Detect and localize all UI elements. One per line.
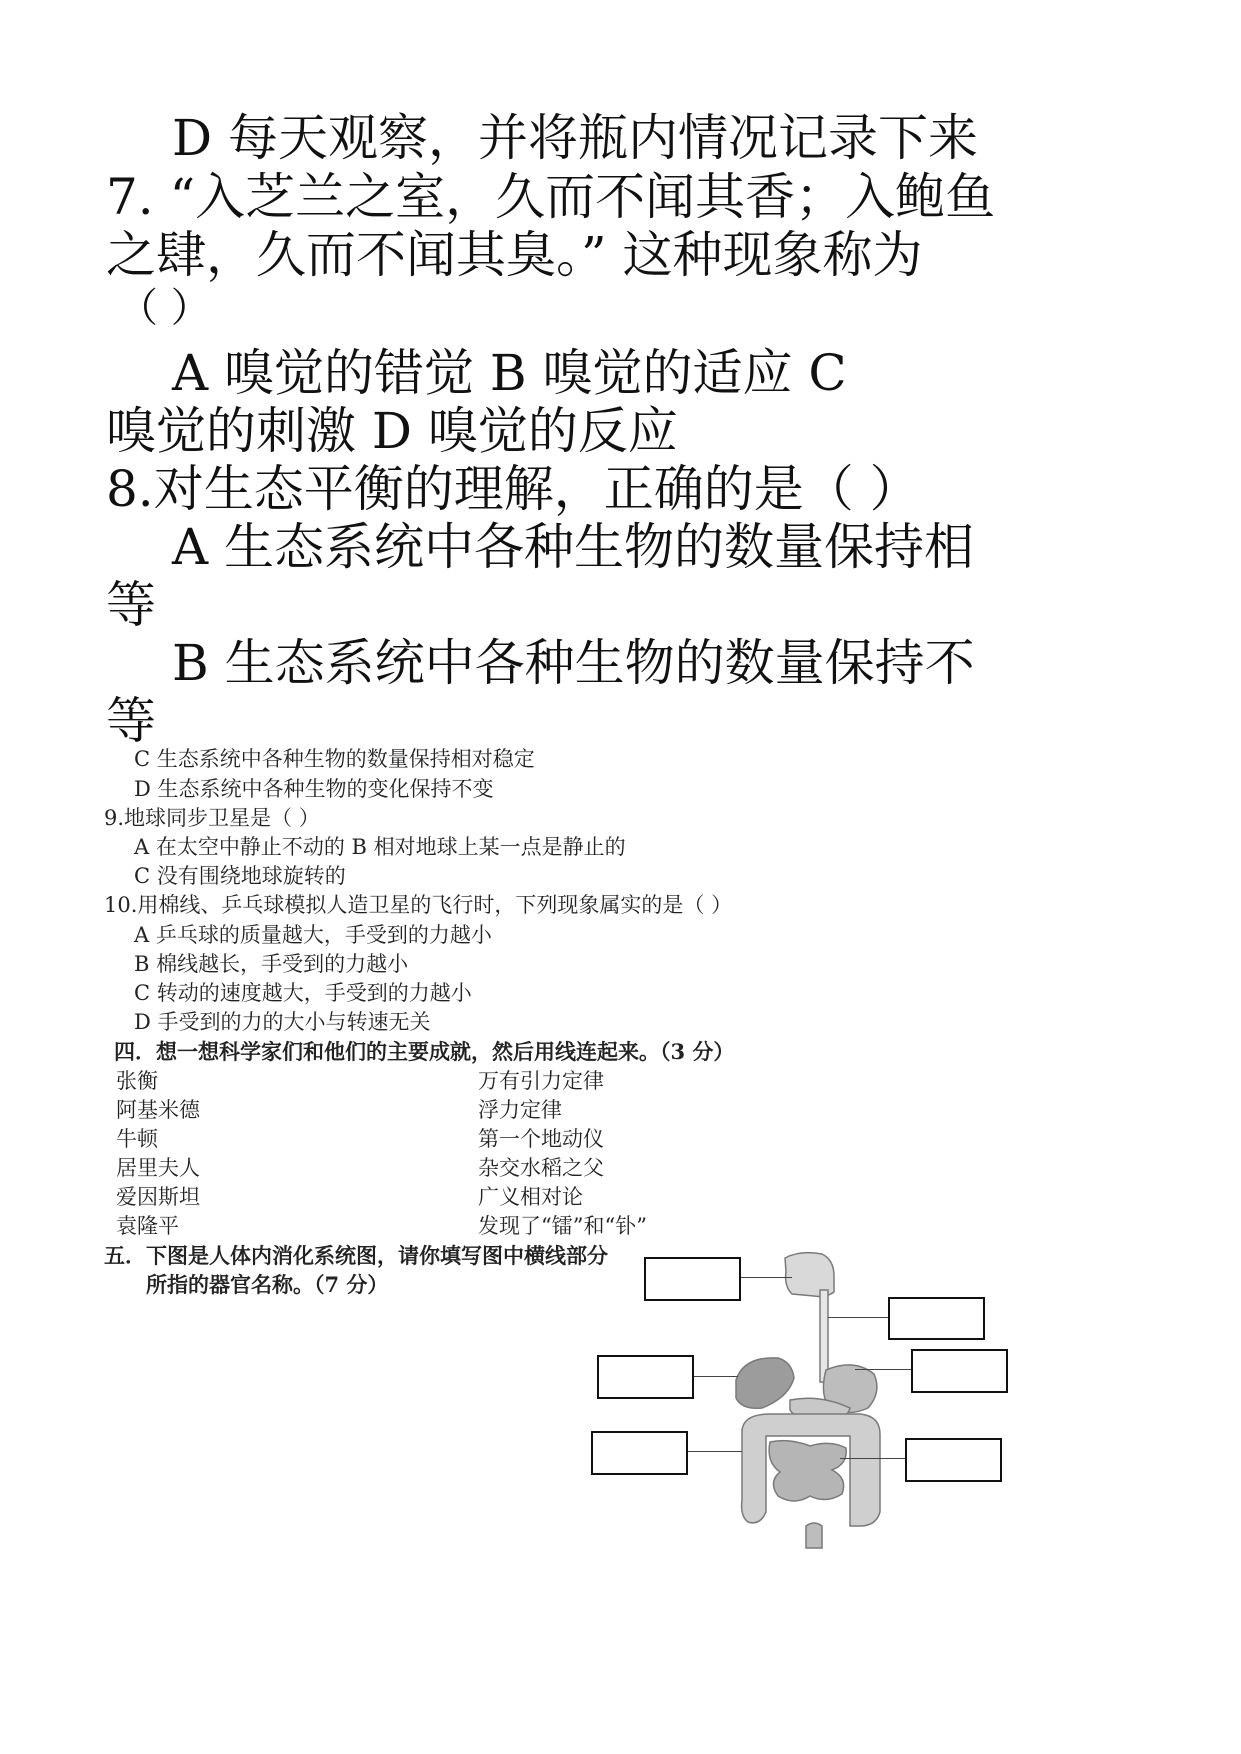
section-5-title-line1: 五．下图是人体内消化系统图，请你填写图中横线部分 — [104, 1243, 608, 1268]
question-7-options-line2: 嗅觉的刺激 D 嗅觉的反应 — [106, 402, 678, 460]
question-8-option-a: A 生态系统中各种生物的数量保持相 — [172, 518, 975, 576]
question-8-option-b: B 生态系统中各种生物的数量保持不 — [172, 634, 975, 692]
answer-box-mouth[interactable] — [644, 1257, 741, 1301]
achievement-radium-polonium: 发现了“镭”和“钋” — [478, 1214, 647, 1238]
digestive-system-diagram — [730, 1250, 900, 1550]
answer-box-small-intestine[interactable] — [591, 1431, 688, 1475]
leader-large-intestine — [840, 1458, 906, 1459]
achievement-seismoscope: 第一个地动仪 — [478, 1127, 604, 1151]
scientist-archimedes: 阿基米德 — [116, 1098, 200, 1122]
section-5-title-line2: 所指的器官名称。（7 分） — [146, 1272, 389, 1297]
section-4-title: 四．想一想科学家们和他们的主要成就，然后用线连起来。（3 分） — [114, 1039, 735, 1064]
question-8-option-c: C 生态系统中各种生物的数量保持相对稳定 — [134, 747, 535, 771]
answer-box-large-intestine[interactable] — [905, 1438, 1002, 1482]
question-7-answer-blank: （ ） — [118, 285, 211, 331]
question-10-option-a: A 乒乓球的质量越大，手受到的力越小 — [134, 923, 492, 947]
scientist-curie: 居里夫人 — [116, 1156, 200, 1180]
question-10-option-d: D 手受到的力的大小与转速无关 — [134, 1010, 431, 1034]
question-7-line1: 7. “入芝兰之室，久而不闻其香；入鲍鱼 — [106, 168, 996, 226]
question-9-stem: 9.地球同步卫星是（ ） — [104, 806, 320, 830]
question-8-stem: 8.对生态平衡的理解，正确的是（ ） — [106, 460, 920, 518]
scientist-einstein: 爱因斯坦 — [116, 1185, 200, 1209]
question-9-option-c: C 没有围绕地球旋转的 — [134, 864, 346, 888]
answer-box-esophagus[interactable] — [888, 1297, 985, 1340]
achievement-buoyancy: 浮力定律 — [478, 1098, 562, 1122]
scientist-yuan-longping: 袁隆平 — [116, 1214, 179, 1238]
option-6d: D 每天观察，并将瓶内情况记录下来 — [172, 109, 978, 167]
question-7-line2: 之肆，久而不闻其臭。” 这种现象称为 — [106, 226, 923, 284]
question-10-option-b: B 棉线越长，手受到的力越小 — [134, 952, 409, 976]
question-10-stem: 10.用棉线、乒乓球模拟人造卫星的飞行时，下列现象属实的是（ ） — [104, 893, 733, 917]
achievement-gravitation: 万有引力定律 — [478, 1069, 604, 1093]
question-10-option-c: C 转动的速度越大，手受到的力越小 — [134, 981, 472, 1005]
question-9-options-ab: A 在太空中静止不动的 B 相对地球上某一点是静止的 — [134, 835, 626, 859]
question-8-option-b-cont: 等 — [106, 692, 156, 750]
answer-box-liver[interactable] — [597, 1355, 694, 1399]
achievement-hybrid-rice: 杂交水稻之父 — [478, 1156, 604, 1180]
question-8-option-a-cont: 等 — [106, 576, 156, 634]
leader-liver — [692, 1376, 738, 1377]
leader-small-intestine — [686, 1451, 742, 1452]
achievement-relativity: 广义相对论 — [478, 1185, 583, 1209]
question-7-options-line1: A 嗅觉的错觉 B 嗅觉的适应 C — [172, 344, 847, 402]
leader-mouth — [740, 1277, 792, 1278]
question-8-option-d: D 生态系统中各种生物的变化保持不变 — [134, 777, 494, 801]
leader-esophagus — [828, 1317, 888, 1318]
leader-stomach — [855, 1369, 911, 1370]
answer-box-stomach[interactable] — [911, 1349, 1008, 1393]
scientist-zhang-heng: 张衡 — [116, 1069, 158, 1093]
scientist-newton: 牛顿 — [116, 1127, 158, 1151]
